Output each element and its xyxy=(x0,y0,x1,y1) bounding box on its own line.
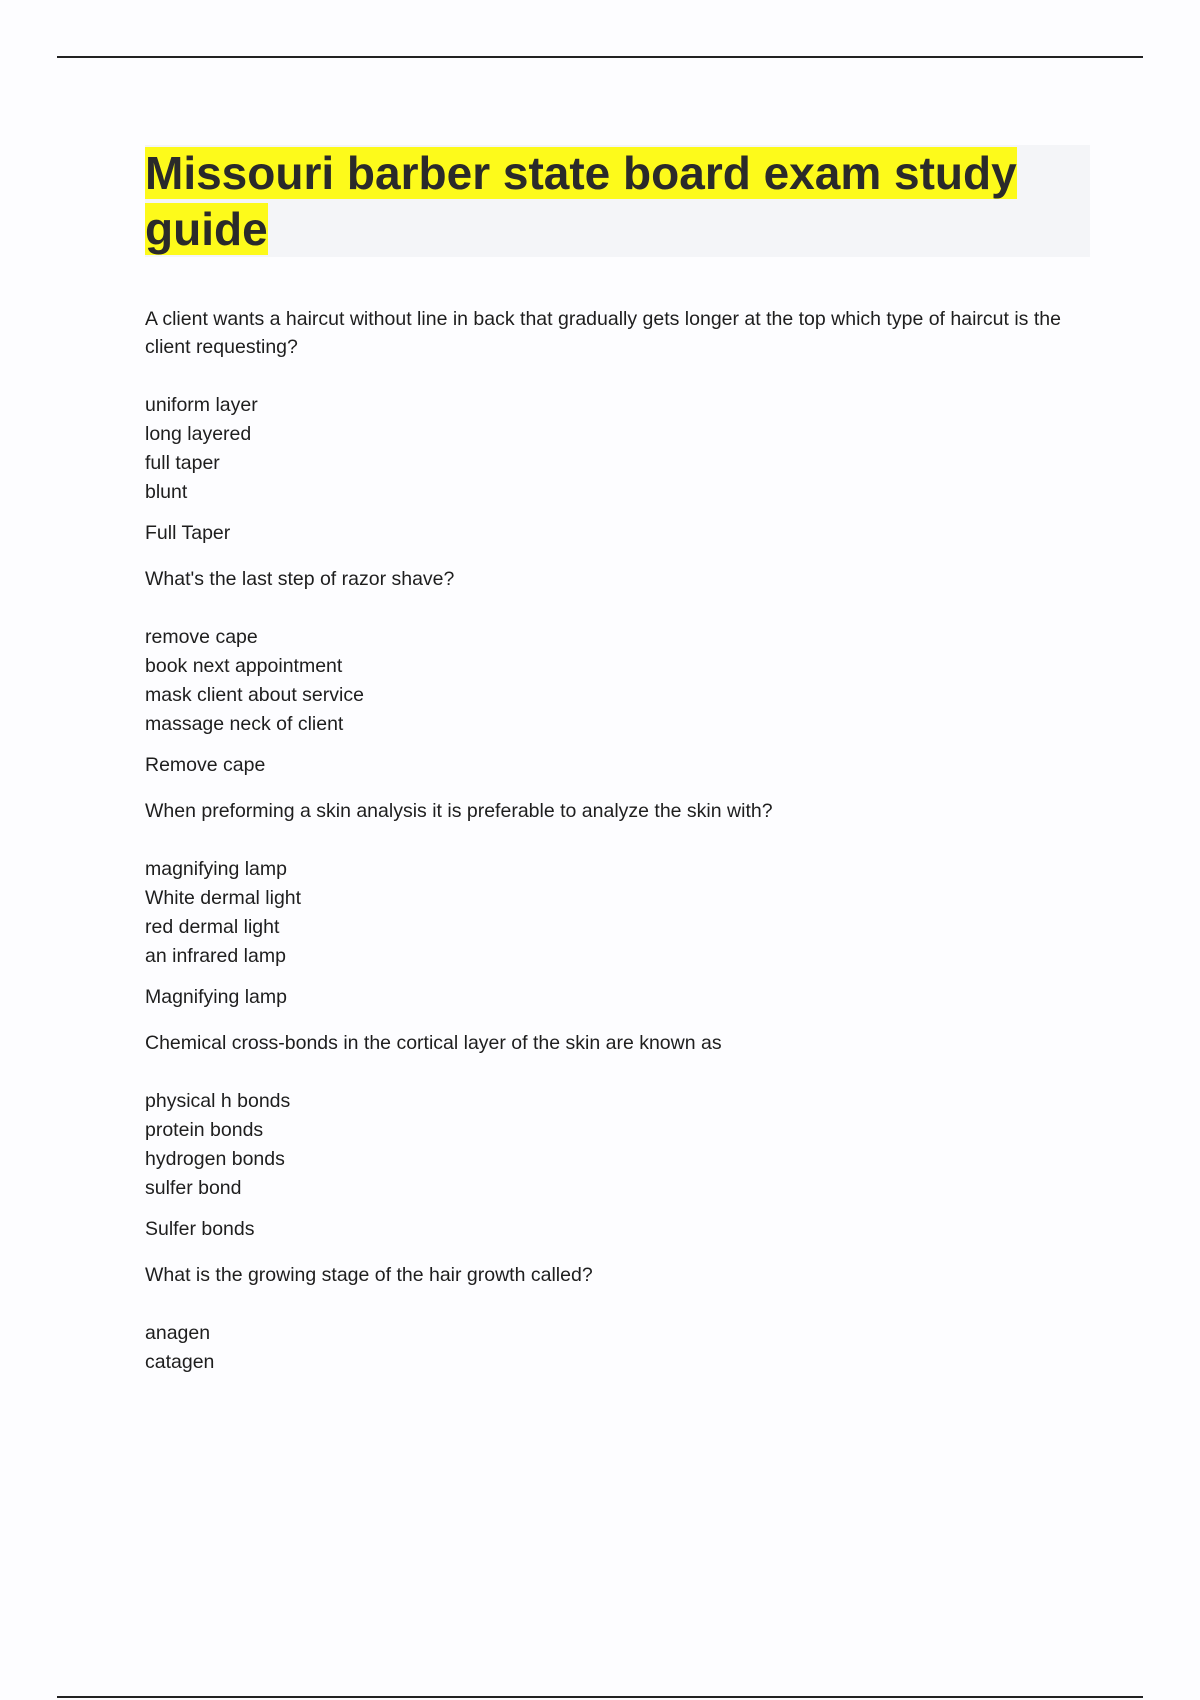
option-list xyxy=(145,623,1090,739)
question-block xyxy=(145,1029,1090,1243)
option-item: book next appointment xyxy=(145,655,343,677)
question-text: What is the growing stage of the hair growth called? xyxy=(145,1264,593,1286)
option-item: White dermal light xyxy=(145,887,302,909)
question-block xyxy=(145,797,1090,1011)
question-text: A client wants a haircut without line in back that gradually gets longer at the top which type of haircut is the client requesting? xyxy=(145,308,1061,358)
option-item: red dermal light xyxy=(145,916,280,938)
bottom-rule xyxy=(57,1696,1143,1698)
option-item: massage neck of client xyxy=(145,713,344,735)
option-item: full taper xyxy=(145,452,220,474)
option-item: catagen xyxy=(145,1351,215,1373)
top-rule xyxy=(57,56,1143,58)
question-block xyxy=(145,305,1090,547)
option-item: sulfer bond xyxy=(145,1177,242,1199)
option-item: an infrared lamp xyxy=(145,945,286,967)
option-item: mask client about service xyxy=(145,684,364,706)
option-item: uniform layer xyxy=(145,394,258,416)
option-list xyxy=(145,855,1090,971)
option-item: physical h bonds xyxy=(145,1090,291,1112)
option-item: protein bonds xyxy=(145,1119,264,1141)
option-list xyxy=(145,1319,1090,1377)
question-list xyxy=(145,305,1090,1377)
title-block xyxy=(145,145,1090,257)
answer-text: Full Taper xyxy=(145,522,231,544)
question-text: What's the last step of razor shave? xyxy=(145,568,455,590)
document-title: Missouri barber state board exam study guide xyxy=(145,147,1017,255)
document-body xyxy=(145,145,1090,1389)
answer-text: Sulfer bonds xyxy=(145,1218,255,1240)
option-item: long layered xyxy=(145,423,252,445)
question-block xyxy=(145,1261,1090,1377)
option-item: magnifying lamp xyxy=(145,858,287,880)
option-list xyxy=(145,1087,1090,1203)
question-text: When preforming a skin analysis it is preferable to analyze the skin with? xyxy=(145,800,773,822)
option-list xyxy=(145,391,1090,507)
question-block xyxy=(145,565,1090,779)
option-item: remove cape xyxy=(145,626,258,648)
option-item: anagen xyxy=(145,1322,211,1344)
option-item: blunt xyxy=(145,481,188,503)
answer-text: Remove cape xyxy=(145,754,266,776)
answer-text: Magnifying lamp xyxy=(145,986,287,1008)
option-item: hydrogen bonds xyxy=(145,1148,285,1170)
question-text: Chemical cross-bonds in the cortical layer of the skin are known as xyxy=(145,1032,722,1054)
